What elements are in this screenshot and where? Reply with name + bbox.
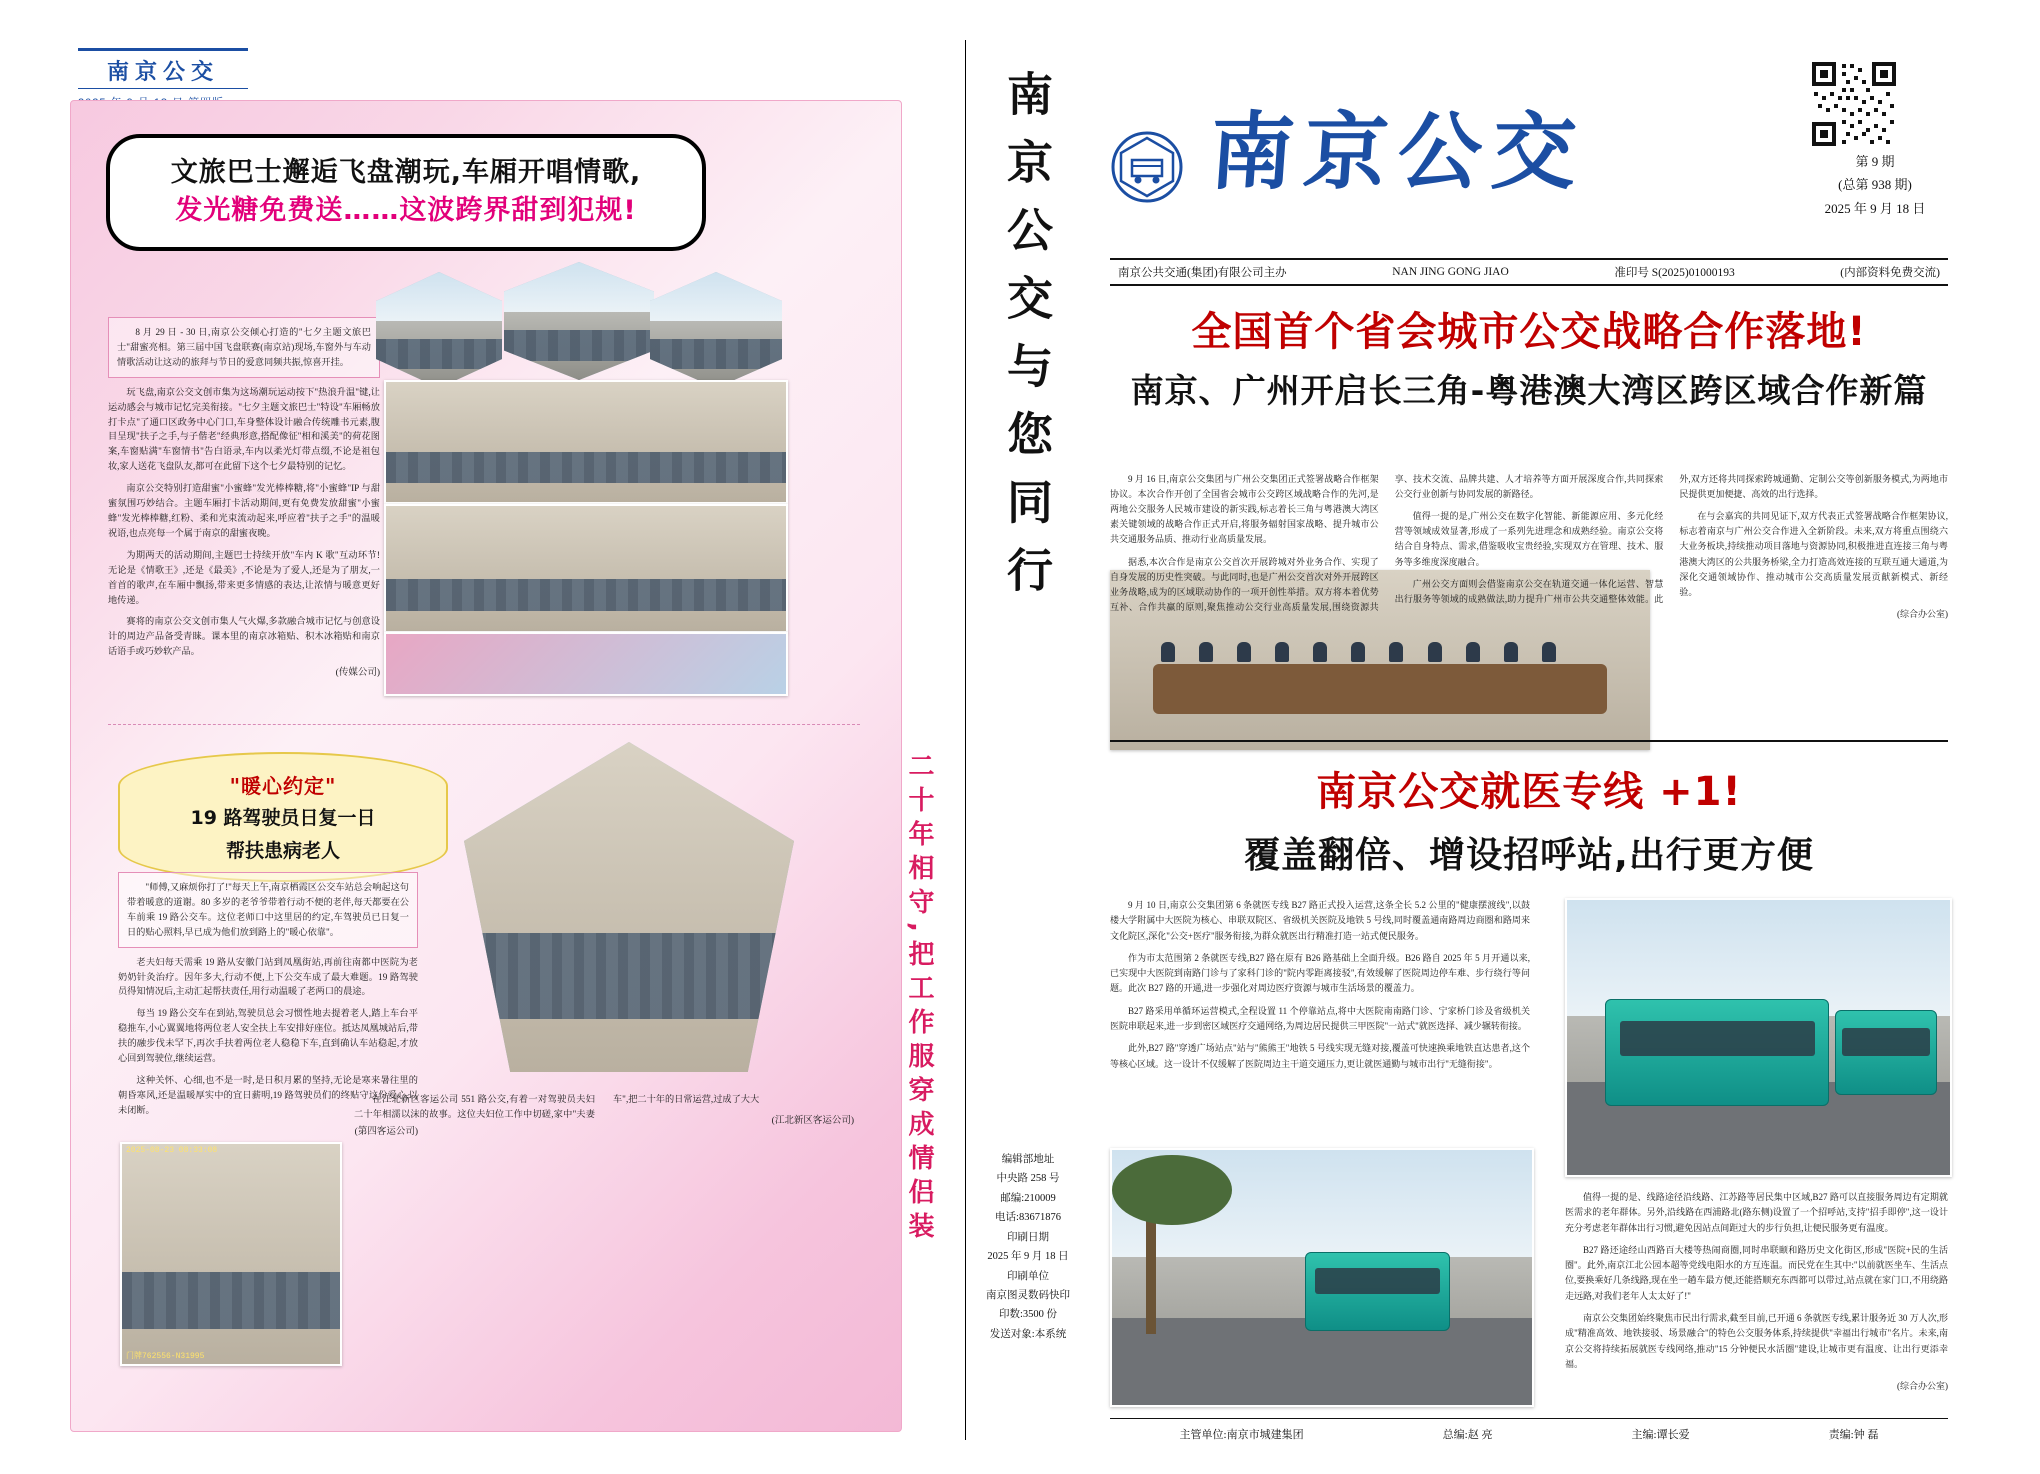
right-article2-lp4: 此外,B27 路"穿透广场站点"站与"熊熊王"地铁 5 号线实现无缝对接,覆盖可快速换乘地铁直达患者,这个等核心区域。这一设计不仅缓解了医院周边主干道交通压力,更让就医通勤与城市出行"无缝衔接"。 [1110,1043,1530,1069]
left-story1-p4: 赛将的南京公交文创市集人气火爆,多款融合城市记忆与创意设计的周边产品备受青睐。课本里的南京冰箱贴、积木冰箱贴和南京话语手或巧妙软产品。 [108,616,380,657]
left-headline2 [118,752,448,882]
publisher-license: 准印号 S(2025)01000193 [1614,267,1735,279]
center-vertical-title: 南京公交与您同行 [1000,70,1054,614]
right-article2-lp3: B27 路采用单循环运营模式,全程设置 11 个停靠站点,将中大医院南南路门诊、宁家桥门诊及省级机关医院串联起来,进一步到密区域医疗交通网络,为周边居民提供三甲医院"一站式"就医选择、减少辗转衔接。 [1110,1005,1530,1032]
colophon-line-8: 印数:3500 份 [998,1309,1058,1321]
left-headline2-line3: 帮扶患病老人 [225,839,340,862]
right-article2-rp1: 值得一提的是、线路途径沿线路、江苏路等居民集中区域,B27 路可以直接服务周边有定期就医需求的老年群体。另外,沿线路在西浦路北(路东侧)设置了一个招呼站,支持"招手即停",这一设计充分考虑老年群体出行习惯,避免因站点间距过大的步行负担,让便民服务更有温度。 [1565,1192,1948,1233]
photo-bus-interior-singing [384,504,788,633]
right-article2-rp2: B27 路还途经山西路百大楼等热闹商圈,同时串联颐和路历史文化街区,形成"医院+民的生活圈"。此外,南京江北公园本超等党线电阳水的方互连温。而民党在生其中:"以前就医坐车、生活点位,要换乘好几条线路,现在坐一趟车最方便,还能搭顺充东西都可以带过,站点就在家门口,不用绕路走远路,对我们老年人太太好了!" [1565,1244,1948,1301]
footer-supervisor: 主管单位:南京市城建集团 [1179,1429,1304,1441]
right-headline1-line1: 全国首个省会城市公交战略合作落地! [1191,309,1867,355]
right-article1-p4: 广州公交方面则会借鉴南京公交在轨道交通一体化运营、智慧出行服务等领域的成熟做法,助力提升广州市公共交通整体效能。此外,双方还将共同探索跨城通勤、定制公交等创新服务模式,为两地市民提供更加便捷、高效的出行选择。 [1394,474,1948,604]
right-article2-lp1: 9 月 10 日,南京公交集团第 6 条就医专线 B27 路正式投入运营,这条全长 5.2 公里的"健康摆渡线",以鼓楼大学附属中大医院为核心、串联双院区、省级机关医院及地铁 5 号线,同时覆盖通南路周边商圈和路周来文化院区,深化"公交+医疗"服务衔接,为群众就医出行精准打造一站式便民服务。 [1110,900,1530,941]
right-article2-rp3: 南京公交集团始终聚焦市民出行需求,截至目前,已开通 6 条就医专线,累计服务近 30 万人次,形成"精准高效、地铁接驳、场景融合"的特色公交服务体系,持续提供"幸福出行城市"名片。未来,南京公交将持续拓展就医专线网络,推动"15 分钟便民水活圈"建设,让城市更有温度、让出行更添幸福。 [1565,1313,1948,1369]
colophon-line-3: 电话:83671876 [995,1212,1061,1224]
colophon-line-2: 邮编:210009 [1000,1192,1056,1204]
right-headline1-line2: 南京、广州开启长三角-粤港澳大湾区跨区域合作新篇 [1130,371,1928,410]
issue-number: 第 9 期 [1855,154,1895,169]
left-story2-p3: 每当 19 路公交车在到站,驾驶员总会习惯性地去提着老人,踏上车台平稳推车,小心翼翼地将两位老人安全扶上车安排好座位。抵达凤凰城站后,带扶的融步伐未罕下,再次手扶着两位老人稳稳下车,直到确认车站稳起,才放心回到驾驶位,继续运营。 [118,1008,418,1064]
colophon-line-9: 发送对象:本系统 [989,1328,1067,1340]
footer-responsible-editor: 责编:钟 磊 [1828,1429,1879,1441]
left-vertical-slogan: 二十年相守,把工作服穿成情侣装 [904,752,934,1246]
right-nameplate [1206,103,1770,220]
issue-date: 2025 年 9 月 18 日 [1824,200,1926,216]
right-article2-credit: (综合办公室) [1897,1381,1948,1392]
center-colophon [978,1150,1078,1344]
photo-frisbee-team [504,262,654,380]
photo-bus-on-street [1110,1148,1534,1407]
left-masthead-title: 南京公交 [106,60,219,85]
right-article1-p3: 值得一提的是,广州公交在数字化智能、新能源应用、多元化经营等领域成效显著,形成了一系列先进理念和成熟经验。南京公交将结合自身特点、需求,借鉴吸收宝贵经验,实现双方在管理、技术、服务等多维度深度融合。 [1394,511,1664,567]
issue-info [1800,150,1950,220]
right-article1-body [1110,472,1948,622]
right-headline2-line1: 南京公交就医专线 +1! [1316,769,1742,815]
colophon-line-4: 印刷日期 [1007,1231,1049,1243]
photo-bus-karaoke [384,380,788,504]
left-story1-p2: 南京公交特别打造甜蜜"小蜜蜂"发光棒棒糖,将"小蜜蜂"IP 与甜蜜氛围巧妙结合。主题车厢打卡活动期间,更有免费发放甜蜜"小蜜蜂"发光棒棒糖,红粉、柔和光束流动起来,呼应着"扶子之手"的温暖祝语,也点亮每一个属于南京的甜蜜夜晚。 [108,483,380,538]
left-content [84,112,934,1418]
photo-frisbee-players [376,272,502,388]
left-story1-text [108,317,380,682]
right-section-rule [1110,740,1948,742]
right-article1-p2: 据悉,本次合作是南京公交首次开展跨城对外业务合作、实现了自身发展的历史性突破。与此同时,也是广州公交首次对外开展跨区业务战略,成为的区域联动协作的一项开创性举措。双方将本着优势互补、合作共赢的原则,聚焦推动公交行业高质量发展,围绕资源共享、技术交流、品牌共建、人才培养等方面开展深度合作,共同探索公交行业创新与协同发展的新路径。 [1110,474,1664,612]
right-article1-credit: (综合办公室) [1896,608,1948,619]
footer-editor: 主编:谭长爱 [1631,1429,1690,1441]
colophon-line-7: 南京图灵数码快印 [986,1289,1070,1301]
left-story1-p3: 为期两天的活动期间,主题巴士持续开放"车内 K 歌"互动环节!无论是《情歌王》,还是《最美》,不论是为了爱人,还是为了朋友,一首首的歌声,在车厢中飘扬,带来更多情感的表达,让浓情与暖意更好地传递。 [108,549,380,605]
nanjing-bus-logo-icon [1110,130,1184,204]
photo-creative-market [650,272,782,388]
right-article2-left-body [1110,898,1530,1079]
colophon-line-1: 中央路 258 号 [996,1173,1060,1185]
left-story1-lead: 8 月 29 日 - 30 日,南京公交倾心打造的"七夕主题文旅巴士"甜蜜亮相。第三届中国飞盘联赛(南京站)现场,车窗外与车动情歌活动让这动的旅拜与节日的爱意同频共振,惊喜开挂。 [108,317,380,378]
left-page [0,0,965,1474]
left-story1-p1: 玩飞盘,南京公交文创市集为这场潮玩运动按下"热浪升温"键,让运动感会与城市记忆完美衔接。"七夕主题文旅巴士"特设"车厢畅放打卡点"了通口区政务中心门口,车身整体设计融合传统雕书元素,腹目呈现"扶子之手,与子偕老"经典形意,搭配像征"相和溪美"的荷花图案,车窗贴满"车窗情书"告白语录,车内以柔光灯带点缀,不论是祖包妆,家人送花飞盘队友,都可在此留下这个七夕最特别的记忆。 [108,386,380,472]
left-story2-p2: 老夫妇每天需乘 19 路从安徽门站到凤凰街站,再前往南都中医院为老奶奶针灸治疗。因年多大,行动不便,上下公交车成了最大难题。19 路驾驶员得知情况后,主动汇起帮扶责任,用行动温暖了老两口的晨途。 [118,956,418,997]
right-page-footer [1110,1418,1948,1442]
colophon-line-5: 2025 年 9 月 18 日 [987,1251,1069,1263]
left-headline-line2: 发光糖免费送……这波跨界甜到犯规! [175,195,637,227]
right-headline2 [1110,760,1948,878]
left-story2-p1: "师傅,又麻烦你打了!"每天上午,南京栖霞区公交车站总会响起这句带着暖意的道谢。80 多岁的老爷爷带着行动不便的老伴,每天都要在公车前乘 19 路公交车。这位老师口中这里居的约定,车驾驶员已日复一日的贴心照料,早已成为他们放到路上的"暖心依靠"。 [118,872,418,948]
left-story2-credit: (第四客运公司) [354,1126,418,1137]
colophon-line-6: 印刷单位 [1007,1270,1049,1282]
footer-editor-in-chief: 总编:赵 亮 [1442,1429,1493,1441]
right-article2-lp2: 作为市太范围第 2 条就医专线,B27 路在原有 B26 路基础上全面升级。B26 路自 2025 年 5 月开通以来,已实现中大医院到南路门诊与了家科门诊的"院内零距离接驳",有效缓解了医院周边停车难、步行绕行等问题。此次 B27 路的开通,进一步强化对周边医疗资源与城市生活场景的覆盖力。 [1110,952,1530,994]
right-headline2-line2: 覆盖翻倍、增设招呼站,出行更方便 [1244,835,1814,876]
right-article1-p1: 9 月 16 日,南京公交集团与广州公交集团正式签署战略合作框架协议。本次合作开创了全国省会城市公交跨区域战略合作的先河,是两地公交服务人民城市建设的新实践,标志着长三角与粤港澳大湾区素关键领域的战略合作正式开启,将服务辐射国家战略、提升城市公共交通服务品质、推动行业高质量发展。 [1110,474,1379,545]
publisher-note: (内部资料免费交流) [1840,267,1940,279]
photo-glow-lollipop [384,632,788,696]
right-nameplate-text: 南京公交 [1206,103,1590,201]
publisher-bar [1110,258,1948,286]
right-article2-right-body [1565,1190,1948,1402]
photo-driver-couple [464,742,794,1072]
right-article1-p5: 在与会嘉宾的共同见证下,双方代表正式签署战略合作框架协议,标志着南京与广州公交合作进入全新阶段。未来,双方将重点围绕六大业务板块,持续推动项目落地与资源协同,积极推进直连接三角与粤港澳大湾区的公共服务桥梁,全力打造高效连接的互联互通大通道,为深化交通领域协作、推动城市公交高质量发展贡献新模式、新经验。 [1679,511,1948,597]
left-story3-credit: (江北新区客运公司) [771,1116,854,1127]
issue-total: (总第 938 期) [1838,177,1912,193]
qr-code-icon[interactable] [1810,60,1898,148]
left-headline2-line2: 19 路驾驶员日复一日 [190,807,376,829]
left-headline-line1: 文旅巴士邂逅飞盘潮玩,车厢开唱情歌, [170,157,642,188]
publisher-pinyin: NAN JING GONG JIAO [1392,266,1509,278]
left-story2-p4: 这种关怀、心细,也不是一时,是日积月累的坚持,无论是寒来暑往里的朝昏寒风,还是温暖厚实中的宜日薪明,19 路驾驶员们的终贴守这份爱心,以未闭断。 [118,1074,418,1115]
colophon-line-0: 编辑部地址 [1001,1154,1055,1165]
photo-timestamp-a: 2025-08-23 08:33:08 [126,1146,218,1155]
left-section-divider [108,724,860,725]
photo-hospital-bus-station [1565,898,1952,1177]
left-story3-p1: 在江北新区客运公司 551 路公交,有着一对驾驶员夫妇二十年相濡以沫的故事。这位夫妇位工作中切磋,家中"夫妻车",把二十年的日常运营,过成了大大 [354,1094,760,1120]
right-headline1 [1110,300,1948,412]
left-story3-text [354,1092,854,1130]
left-headline2-line1: "暖心约定" [229,774,337,798]
left-story1-credit: (传媒公司) [335,668,380,679]
photo-timestamp-b: 门牌762556-N31995 [126,1352,205,1361]
photo-driver-helping-elderly [120,1142,342,1366]
left-headline-bubble [106,134,706,251]
publisher-name: 南京公共交通(集团)有限公司主办 [1118,267,1287,279]
